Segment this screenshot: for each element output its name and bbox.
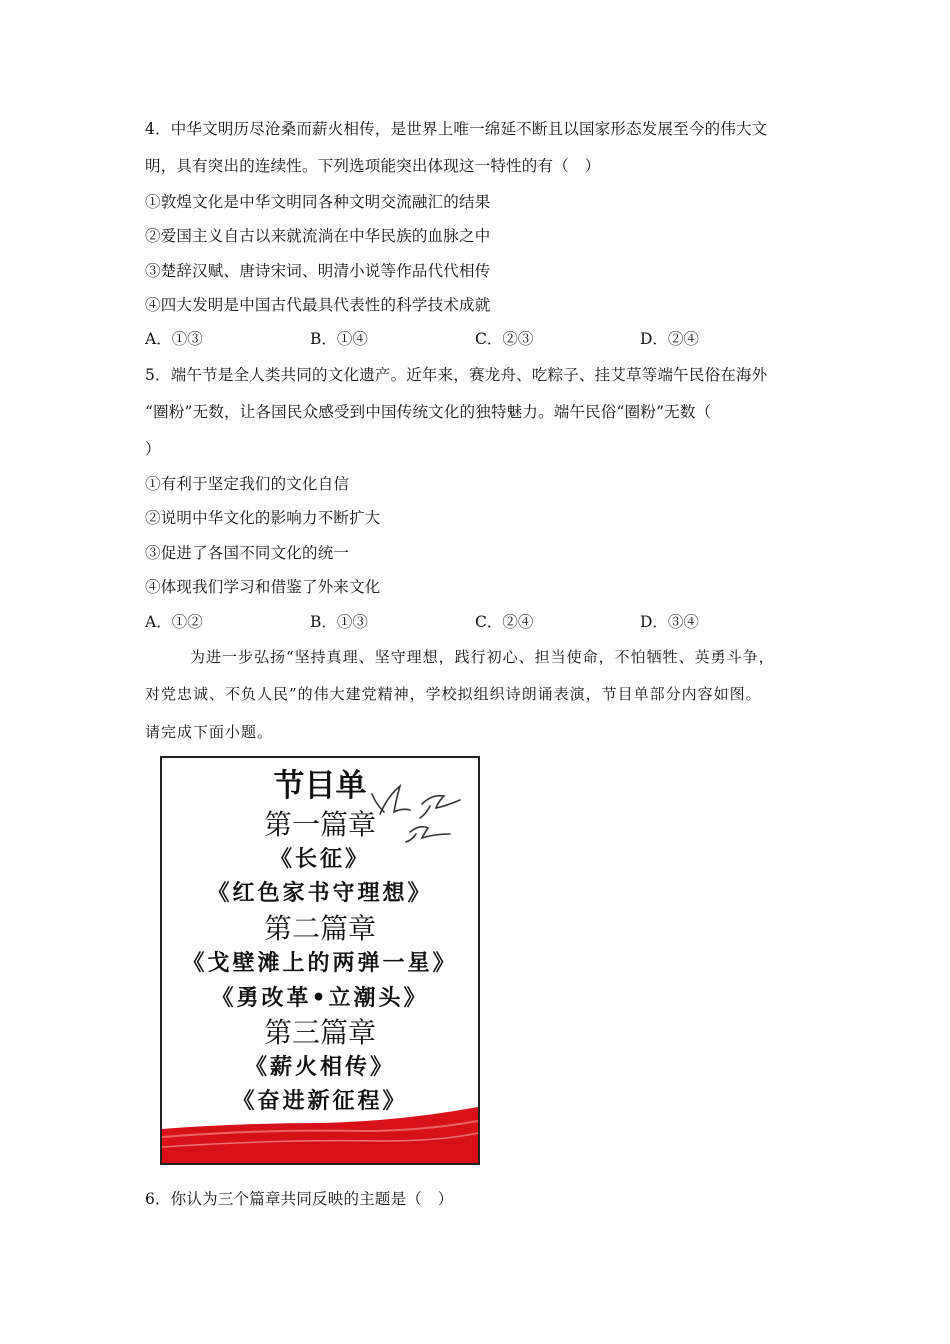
- program-poster: [160, 756, 480, 1165]
- q5-stem-line1: 5．端午节是全人类共同的文化遗产。近年来，赛龙舟、吃粽子、挂艾草等端午民俗在海外: [145, 366, 768, 384]
- q5-stem-line2: “圈粉”无数，让各国民众感受到中国传统文化的独特魅力。端午民俗“圈粉”无数（: [145, 403, 712, 421]
- intro-line1: 为进一步弘扬“坚持真理、坚守理想，践行初心、担当使命，不怕牺牲、英勇斗争，: [190, 648, 775, 666]
- intro-line3: 请完成下面小题。: [145, 723, 274, 741]
- q4-option-c[interactable]: C．②③: [475, 330, 534, 348]
- q5-options: [145, 612, 765, 632]
- program-item-5: 《薪火相传》: [244, 1054, 395, 1080]
- q6-stem: 6．你认为三个篇章共同反映的主题是（ ）: [145, 1190, 454, 1208]
- q4-item-2: ②爱国主义自古以来就流淌在中华民族的血脉之中: [145, 227, 491, 245]
- q4-stem-line1: 4．中华文明历尽沧桑而薪火相传，是世界上唯一绵延不断且以国家形态发展至今的伟大文: [145, 120, 768, 138]
- q5-option-a[interactable]: A．①②: [145, 613, 203, 631]
- program-chapter-2: 第二篇章: [263, 912, 376, 945]
- program-chapter-3: 第三篇章: [263, 1016, 376, 1049]
- program-item-2: 《红色家书守理想》: [207, 880, 433, 906]
- q4-option-d[interactable]: D．②④: [640, 330, 699, 348]
- intro-line2: 对党忠诚、不负人民”的伟大建党精神，学校拟组织诗朗诵表演，节目单部分内容如图。: [145, 685, 762, 703]
- q4-options: [145, 329, 765, 349]
- q5-item-2: ②说明中华文化的影响力不断扩大: [145, 509, 381, 527]
- q5-item-3: ③促进了各国不同文化的统一: [145, 544, 350, 562]
- q5-item-4: ④体现我们学习和借鉴了外来文化: [145, 578, 381, 596]
- q4-item-3: ③楚辞汉赋、唐诗宋词、明清小说等作品代代相传: [145, 262, 491, 280]
- program-item-3: 《戈壁滩上的两弹一星》: [182, 950, 458, 976]
- q5-item-1: ①有利于坚定我们的文化自信: [145, 475, 350, 493]
- program-item-1: 《长征》: [269, 846, 370, 872]
- q4-stem-line2: 明，具有突出的连续性。下列选项能突出体现这一特性的有（ ）: [145, 157, 601, 175]
- q5-option-b[interactable]: B．①③: [310, 613, 368, 631]
- q4-option-a[interactable]: A．①③: [145, 330, 203, 348]
- q4-item-4: ④四大发明是中国古代最具代表性的科学技术成就: [145, 296, 491, 314]
- q5-option-c[interactable]: C．②④: [475, 613, 534, 631]
- q5-stem-line3: ）: [145, 440, 161, 458]
- program-title: 节目单: [273, 768, 367, 804]
- program-item-6: 《奋进新征程》: [232, 1088, 408, 1114]
- red-ribbon-banner: [162, 1093, 478, 1163]
- q5-option-d[interactable]: D．③④: [640, 613, 699, 631]
- program-item-4: 《勇改革•立潮头》: [211, 985, 429, 1011]
- q4-option-b[interactable]: B．①④: [310, 330, 368, 348]
- program-chapter-1: 第一篇章: [263, 808, 376, 841]
- q4-item-1: ①敦煌文化是中华文明同各种文明交流融汇的结果: [145, 193, 491, 211]
